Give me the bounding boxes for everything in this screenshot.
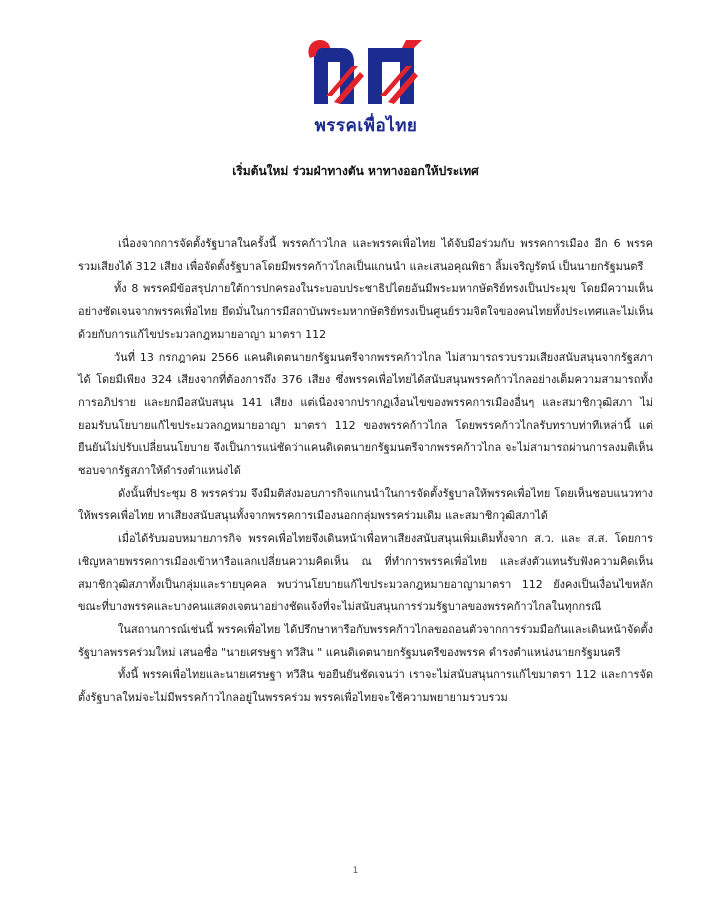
paragraph: ในสถานการณ์เช่นนี้ พรรคเพื่อไทย ได้ปรึกษาหารือกับพรรคก้าวไกลขอถอนตัวจากการร่วมมือกันและเดินหน้าจัดตั้งรัฐบาลพรรคร่วมใหม่ เสนอชื่อ "นายเศรษฐา ทวีสิน " แคนดิเดตนายกรัฐมนตรีของพรรค ดำรงตำแหน่งนายกรัฐมนตรี — [78, 622, 653, 659]
paragraph: วันที่ 13 กรกฎาคม 2566 แคนดิเดตนายกรัฐมนตรีจากพรรคก้าวไกล ไม่สามารถรวบรวมเสียงสนับสนุนจากรัฐสภาได้ โดยมีเพียง 324 เสียงจากที่ต้องการถึง 376 เสียง ซึ่งพรรคเพื่อไทยได้สนับสนุนพรรคก้าวไกลอย่างเต็มความสามารถทั้งการอภิปราย และยกมือสนับสนุน 141 เสียง แต่เนื่องจากปรากฏเงื่อนไขของพรรคการเมืองอื่นๆ และสมาชิกวุฒิสภา ไม่ยอมรับนโยบายแก้ไขประมวลกฎหมายอาญา มาตรา 112 ของพรรคก้าวไกล โดยพรรคก้าวไกลรับทราบท่าทีเหล่านี้ แต่ยืนยันไม่ปรับเปลี่ยนนโยบาย จึงเป็นการแน่ชัดว่าแคนดิเดตนายกรัฐมนตรีจากพรรคก้าวไกล จะไม่สามารถผ่านการลงมติเห็นชอบจากรัฐสภาให้ดำรงตำแหน่งได้ — [78, 350, 653, 478]
party-monogram-logo-icon — [306, 36, 426, 108]
document-body — [78, 233, 653, 710]
paragraph: ทั้งนี้ พรรคเพื่อไทยและนายเศรษฐา ทวีสิน ขอยืนยันชัดเจนว่า เราจะไม่สนับสนุนการแก้ไขมาตรา 112 และการจัดตั้งรัฐบาลใหม่จะไม่มีพรรคก้าวไกลอยู่ในพรรคร่วม พรรคเพื่อไทยจะใช้ความพยายามรวบรวม — [78, 668, 653, 705]
party-logo — [296, 36, 436, 139]
party-name: พรรคเพื่อไทย — [314, 116, 418, 136]
paragraph: ทั้ง 8 พรรคมีข้อสรุปภายใต้การปกครองในระบอบประชาธิปไตยอันมีพระมหากษัตริย์ทรงเป็นประมุข โดยมีความเห็นอย่างชัดเจนจากพรรคเพื่อไทย ยึดมั่นในการมีสถาบันพระมหากษัตริย์ทรงเป็นศูนย์รวมจิตใจของคนไทยทั้งประเทศและไม่เห็นด้วยกับการแก้ไขประมวลกฎหมายอาญา มาตรา 112 — [78, 282, 653, 341]
paragraph: เนื่องจากการจัดตั้งรัฐบาลในครั้งนี้ พรรคก้าวไกล และพรรคเพื่อไทย ได้จับมือร่วมกับ พรรคการเมือง อีก 6 พรรค รวมเสียงได้ 312 เสียง เพื่อจัดตั้งรัฐบาลโดยมีพรรคก้าวไกลเป็นแกนนำ และเสนอคุณพิธา ลิ้มเจริญรัตน์ เป็นนายกรัฐมนตรี — [78, 237, 653, 273]
document-headline: เริ่มต้นใหม่ ร่วมฝ่าทางตัน หาทางออกให้ประเทศ — [232, 164, 479, 178]
paragraph: เมื่อได้รับมอบหมายภารกิจ พรรคเพื่อไทยจึงเดินหน้าเพื่อหาเสียงสนับสนุนเพิ่มเติมทั้งจาก ส.ว. และ ส.ส. โดยการเชิญหลายพรรคการเมืองเข้าหารือแลกเปลี่ยนความคิดเห็น ณ ที่ทำการพรรคเพื่อไทย และส่งตัวแทนรับฟังความคิดเห็นสมาชิกวุฒิสภาทั้งเป็นกลุ่มและรายบุคคล พบว่านโยบายแก้ไขประมวลกฎหมายอาญามาตรา 112 ยังคงเป็นเงื่อนไขหลัก ขณะที่บางพรรคและบางคนแสดงเจตนาอย่างชัดแจ้งที่จะไม่สนับสนุนการร่วมรัฐบาลของพรรคก้าวไกลในทุกกรณี — [78, 532, 653, 614]
page-number: 1 — [352, 866, 359, 876]
paragraph: ดังนั้นที่ประชุม 8 พรรคร่วม จึงมีมติส่งมอบภารกิจแกนนำในการจัดตั้งรัฐบาลให้พรรคเพื่อไทย โดยเห็นชอบแนวทางให้พรรคเพื่อไทย หาเสียงสนับสนุนทั้งจากพรรคการเมืองนอกกลุ่มพรรคร่วมเดิม และสมาชิกวุฒิสภาได้ — [78, 486, 653, 523]
